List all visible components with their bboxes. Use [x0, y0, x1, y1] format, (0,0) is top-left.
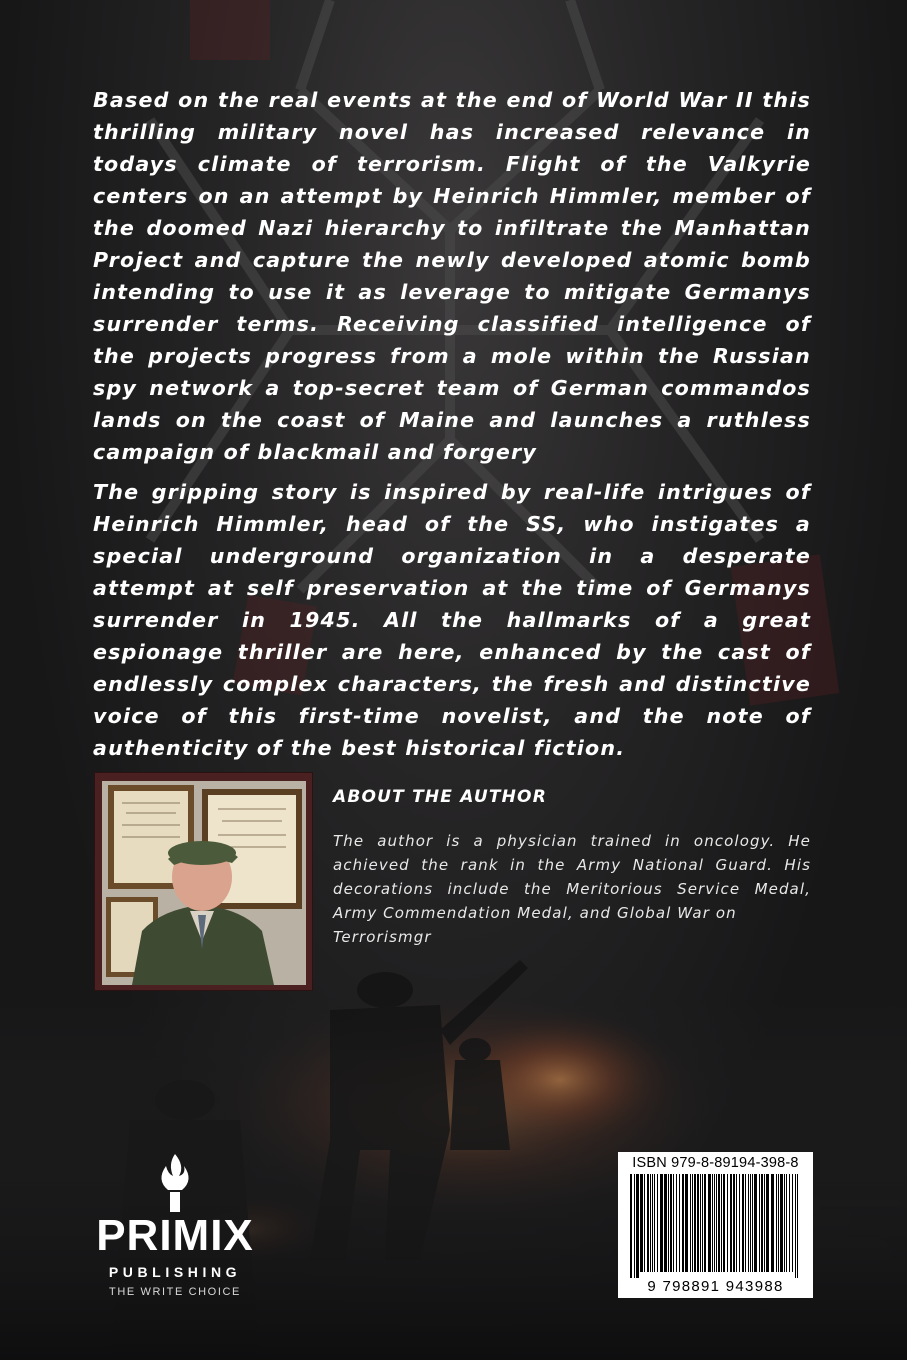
publisher-tagline: THE WRITE CHOICE — [109, 1286, 241, 1298]
barcode-bar — [664, 1174, 667, 1272]
barcode-bar — [721, 1174, 722, 1272]
barcode-bar — [797, 1174, 798, 1278]
barcode-bar — [647, 1174, 649, 1272]
barcode-bar — [795, 1174, 796, 1278]
publisher-name: PRIMIX — [96, 1211, 254, 1260]
about-author-heading: ABOUT THE AUTHOR — [333, 787, 548, 807]
barcode-bar — [708, 1174, 711, 1272]
author-photo — [102, 781, 306, 985]
barcode-bar — [780, 1174, 783, 1272]
barcode-bar — [776, 1174, 777, 1272]
barcode-bar — [718, 1174, 720, 1272]
author-photo-frame — [94, 772, 313, 991]
barcode-bar — [761, 1174, 763, 1272]
barcode-bar — [730, 1174, 732, 1272]
barcode-bar — [766, 1174, 769, 1272]
barcode-bar — [750, 1174, 751, 1272]
barcode-bar — [650, 1174, 651, 1272]
barcode-bar — [657, 1174, 658, 1272]
barcode-bar — [697, 1174, 699, 1272]
barcode-bar — [679, 1174, 680, 1272]
barcode-bar — [676, 1174, 677, 1272]
barcode-bar — [712, 1174, 713, 1272]
barcode-bar — [784, 1174, 785, 1272]
barcode-bar — [670, 1174, 672, 1272]
barcode-bar — [789, 1174, 790, 1272]
barcode-bar — [739, 1174, 740, 1272]
barcode-bar — [694, 1174, 696, 1272]
barcode-bar — [778, 1174, 779, 1272]
isbn-barcode — [618, 1152, 813, 1298]
isbn-label: ISBN 979-8-89194-398-8 — [632, 1155, 799, 1171]
barcode-bar — [704, 1174, 706, 1272]
barcode-bar — [723, 1174, 725, 1272]
barcode-bar — [682, 1174, 684, 1272]
barcode-bar — [630, 1174, 632, 1278]
author-bio-main: The author is a physician trained in oncology. He achieved the rank in the Army National Guard. His decorations include the Meritorious Service Medal, Army Commendation Medal, and Global War on — [333, 832, 811, 922]
barcode-bar — [636, 1174, 639, 1278]
barcode-bar — [742, 1174, 744, 1272]
barcode-bar — [700, 1174, 701, 1272]
isbn-digits: 9 798891 943988 — [647, 1278, 784, 1295]
barcode-bar — [652, 1174, 653, 1272]
barcode-bar — [764, 1174, 765, 1272]
barcode-bar — [759, 1174, 760, 1272]
barcode-bar — [690, 1174, 691, 1272]
barcode-bar — [716, 1174, 717, 1272]
blurb-paragraph-1: Based on the real events at the end of World War II this thrilling military novel has increased relevance in todays climate of terrorism. Flight of the Valkyrie centers on an attempt by Heinrich Himmler, member of the doomed Nazi hierarchy to infiltrate the Manhattan Project and capture the newly developed atomic bomb intending to use it as leverage to mitigate Germanys surrender terms. Receiving classified intelligence of the projects progress from a mole within the Russian spy network a top-secret team of German commandos lands on the coast of Maine and launches a ruthless campaign of blackmail and forgery — [93, 88, 811, 464]
barcode-bar — [714, 1174, 715, 1272]
author-bio — [333, 829, 811, 949]
barcode-bar — [792, 1174, 793, 1272]
barcode-bar — [702, 1174, 703, 1272]
barcode-bars — [628, 1174, 803, 1278]
barcode-bar — [634, 1174, 635, 1278]
barcode-bar — [745, 1174, 746, 1272]
author-bio-tail: Terrorismgr — [333, 928, 432, 946]
barcode-bar — [786, 1174, 787, 1272]
barcode-bar — [685, 1174, 688, 1272]
barcode-bar — [660, 1174, 663, 1272]
barcode-bar — [754, 1174, 757, 1272]
barcode-bar — [673, 1174, 674, 1272]
barcode-bar — [640, 1174, 643, 1272]
barcode-bar — [668, 1174, 669, 1272]
pen-flame-icon — [142, 1152, 208, 1214]
barcode-bar — [752, 1174, 753, 1272]
barcode-bar — [692, 1174, 693, 1272]
barcode-bar — [733, 1174, 735, 1272]
barcode-bar — [644, 1174, 645, 1272]
barcode-bar — [771, 1174, 774, 1272]
barcode-bar — [748, 1174, 749, 1272]
publisher-logo — [90, 1150, 260, 1310]
barcode-bar — [727, 1174, 728, 1272]
publisher-sub: PUBLISHING — [108, 1264, 242, 1280]
barcode-bar — [736, 1174, 737, 1272]
barcode-bar — [654, 1174, 655, 1272]
blurb-paragraph-2: The gripping story is inspired by real-life intrigues of Heinrich Himmler, head of the SS, who instigates a special underground organization in a desperate attempt at self preservation at the time of Germanys surrender in 1945. All the hallmarks of a great espionage thriller are here, enhanced by the cast of endlessly complex characters, the fresh and distinctive voice of this first-time novelist, and the note of authenticity of the best historical fiction. — [93, 480, 811, 760]
